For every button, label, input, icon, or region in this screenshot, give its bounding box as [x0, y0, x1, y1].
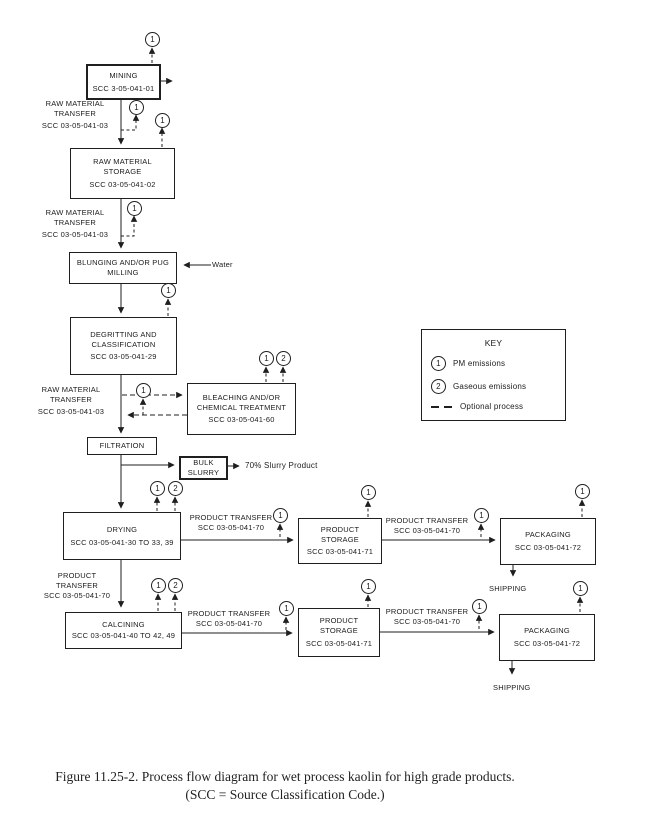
- raw-material-storage-title: RAW MATERIAL: [93, 157, 152, 167]
- mining-scc: SCC 3-05-041-01: [92, 83, 155, 93]
- pm-emission-symbol: 1: [431, 356, 446, 371]
- pt1-scc: SCC 03-05-041-70: [197, 523, 265, 533]
- filtration-box: [87, 437, 157, 455]
- pm-emission-badge-product-transfer5: 1: [472, 599, 487, 614]
- raw-material-transfer-label-2: [30, 208, 120, 240]
- figure-caption-line2: (SCC = Source Classification Code.): [185, 787, 385, 802]
- key-gas-label: Gaseous emissions: [453, 382, 527, 391]
- calcining-scc: SCC 03-05-041-40 TO 42, 49: [71, 631, 176, 640]
- product-storage-box-1: [298, 518, 382, 564]
- pm-emission-badge-packaging1: 1: [575, 484, 590, 499]
- pt4-scc: SCC 03-05-041-70: [195, 619, 263, 629]
- packaging-box-1: [500, 518, 596, 565]
- drying-title: DRYING: [106, 524, 138, 534]
- packaging-1-title: PACKAGING: [525, 530, 571, 540]
- pt5-line1: PRODUCT TRANSFER: [385, 607, 469, 616]
- product-storage-2-scc: SCC 03-05-041-71: [305, 638, 373, 648]
- drying-box: [63, 512, 181, 560]
- product-storage-1-scc: SCC 03-05-041-71: [306, 547, 374, 557]
- pm-emission-badge-storage-top: 1: [155, 113, 170, 128]
- raw-material-storage-scc: SCC 03-05-041-02: [89, 179, 156, 189]
- pm-emission-badge-transfer2: 1: [127, 201, 142, 216]
- rmt3-line1: RAW MATERIAL: [41, 385, 101, 394]
- product-transfer-label-2: [377, 516, 477, 536]
- key-item-optional: [431, 402, 565, 411]
- rmt3-scc: SCC 03-05-041-03: [37, 407, 105, 417]
- rmt1-line1: RAW MATERIAL: [45, 99, 105, 108]
- rmt1-scc: SCC 03-05-041-03: [41, 121, 109, 131]
- packaging-2-title: PACKAGING: [524, 626, 570, 636]
- blunging-title2: MILLING: [107, 268, 139, 277]
- rmt1-line2: TRANSFER: [53, 109, 97, 119]
- packaging-2-scc: SCC 03-05-041-72: [513, 639, 581, 648]
- ptv-scc: SCC 03-05-041-70: [43, 591, 111, 601]
- bleaching-scc: SCC 03-05-041-60: [208, 415, 275, 425]
- key-title: KEY: [484, 338, 503, 348]
- degritting-scc: SCC 03-05-041-29: [90, 352, 157, 362]
- degritting-title: DEGRITTING AND: [90, 329, 157, 339]
- key-pm-label: PM emissions: [453, 359, 506, 368]
- rmt2-scc: SCC 03-05-041-03: [41, 230, 109, 240]
- gas-emission-badge-bleaching: 2: [276, 351, 291, 366]
- raw-material-transfer-label-1: [30, 99, 120, 131]
- bleaching-title: BLEACHING AND/OR: [202, 392, 281, 402]
- pm-emission-badge-product-storage2: 1: [361, 579, 376, 594]
- pm-emission-badge-drying: 1: [150, 481, 165, 496]
- shipping-label-2: SHIPPING: [493, 683, 531, 692]
- shipping-label-1: SHIPPING: [489, 584, 527, 593]
- pm-emission-badge-product-transfer2: 1: [474, 508, 489, 523]
- raw-material-transfer-label-3: [26, 385, 116, 417]
- gas-emission-badge-calcining: 2: [168, 578, 183, 593]
- pm-emission-badge-transfer3: 1: [136, 383, 151, 398]
- pm-emission-badge-product-transfer1: 1: [273, 508, 288, 523]
- key-legend: [421, 329, 566, 421]
- bleaching-box: [187, 383, 296, 435]
- product-transfer-label-stacked: [36, 571, 118, 601]
- drying-scc: SCC 03-05-041-30 TO 33, 39: [70, 537, 174, 547]
- filtration-title: FILTRATION: [99, 441, 145, 451]
- ptv-line2: TRANSFER: [55, 581, 99, 591]
- figure-caption: [35, 768, 535, 804]
- rmt3-line2: TRANSFER: [49, 395, 93, 405]
- calcining-box: [65, 612, 182, 649]
- pt2-scc: SCC 03-05-041-70: [393, 526, 461, 536]
- blunging-title: BLUNGING AND/OR PUG: [76, 258, 170, 268]
- figure-caption-line1: Figure 11.25-2. Process flow diagram for wet process kaolin for high grade products.: [55, 769, 515, 784]
- calcining-title: CALCINING: [102, 620, 145, 630]
- pm-emission-badge-degritting: 1: [161, 283, 176, 298]
- packaging-1-scc: SCC 03-05-041-72: [514, 543, 582, 552]
- bulk-slurry-title: BULK: [193, 458, 214, 468]
- slurry-product-label: 70% Slurry Product: [245, 461, 318, 470]
- product-transfer-label-1: [181, 513, 281, 533]
- mining-title: MINING: [109, 70, 138, 80]
- product-storage-2-title2: STORAGE: [320, 626, 358, 636]
- product-storage-2-title: PRODUCT: [319, 616, 359, 626]
- key-item-gaseous: [431, 379, 565, 394]
- pm-emission-badge-mining: 1: [145, 32, 160, 47]
- product-storage-1-title: PRODUCT: [320, 524, 360, 534]
- pt4-line1: PRODUCT TRANSFER: [187, 609, 271, 618]
- product-storage-1-title2: STORAGE: [321, 534, 359, 544]
- water-label: Water: [212, 260, 233, 269]
- degritting-title2: CLASSIFICATION: [91, 339, 156, 349]
- pm-emission-badge-product-transfer4: 1: [279, 601, 294, 616]
- packaging-box-2: [499, 614, 595, 661]
- gas-emission-symbol: 2: [431, 379, 446, 394]
- key-item-pm: [431, 356, 565, 371]
- product-transfer-label-4: [179, 609, 279, 629]
- rmt2-line2: TRANSFER: [53, 218, 97, 228]
- pm-emission-badge-packaging2: 1: [573, 581, 588, 596]
- key-optional-label: Optional process: [460, 402, 524, 411]
- pm-emission-badge-product-storage1: 1: [361, 485, 376, 500]
- ptv-line1: PRODUCT: [57, 571, 97, 580]
- blunging-box: [69, 252, 177, 284]
- degritting-box: [70, 317, 177, 375]
- product-transfer-label-5: [377, 607, 477, 627]
- pt5-scc: SCC 03-05-041-70: [393, 617, 461, 627]
- pm-emission-badge-calcining: 1: [151, 578, 166, 593]
- pt2-line1: PRODUCT TRANSFER: [385, 516, 469, 525]
- bulk-slurry-box: [179, 456, 228, 480]
- product-storage-box-2: [298, 608, 380, 657]
- dashed-line-symbol: [431, 406, 453, 408]
- raw-material-storage-box: [70, 148, 175, 199]
- gas-emission-badge-drying: 2: [168, 481, 183, 496]
- rmt2-line1: RAW MATERIAL: [45, 208, 105, 217]
- pm-emission-badge-bleaching: 1: [259, 351, 274, 366]
- bulk-slurry-title2: SLURRY: [187, 468, 220, 477]
- raw-material-storage-title2: STORAGE: [103, 167, 142, 177]
- pt1-line1: PRODUCT TRANSFER: [189, 513, 273, 522]
- mining-box: [86, 64, 161, 100]
- pm-emission-badge-transfer1: 1: [129, 100, 144, 115]
- bleaching-title2: CHEMICAL TREATMENT: [196, 402, 287, 412]
